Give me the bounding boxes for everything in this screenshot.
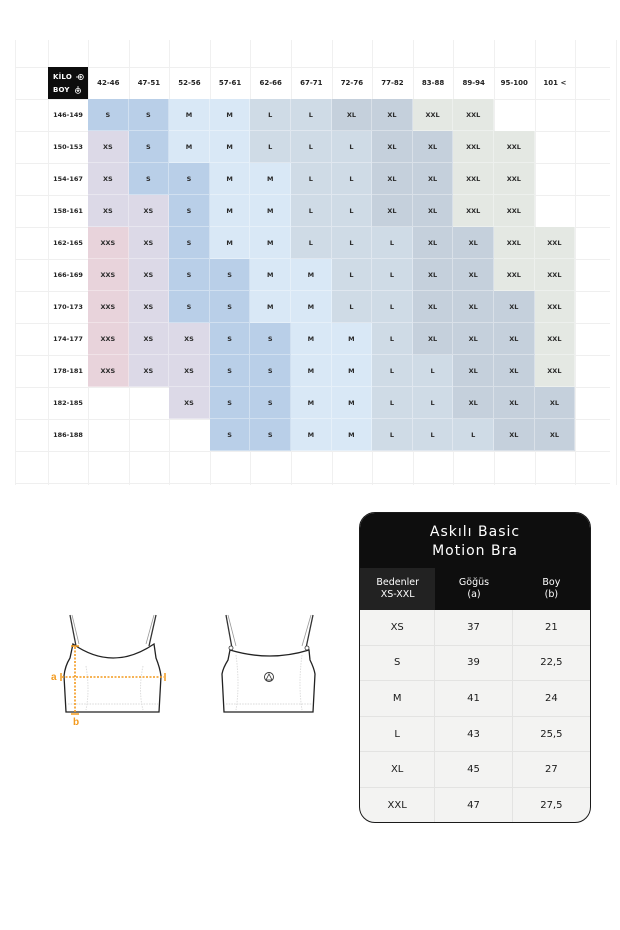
weight-range-header: 67-71	[300, 79, 323, 87]
size-cell: XS	[129, 355, 170, 387]
size-cell: XL	[372, 163, 413, 195]
size-cell: XL	[494, 387, 535, 419]
size-value: XL	[360, 752, 435, 787]
size-cell: L	[372, 291, 413, 323]
product-measurement-table	[359, 512, 591, 823]
size-cell: S	[210, 323, 251, 355]
size-cell: S	[210, 419, 251, 451]
size-cell: L	[332, 259, 373, 291]
size-value: XXL	[360, 788, 435, 823]
size-cell: S	[169, 259, 210, 291]
size-cell: XXL	[494, 227, 535, 259]
size-cell: XS	[169, 323, 210, 355]
size-cell: XS	[129, 195, 170, 227]
size-cell: M	[169, 131, 210, 163]
size-cell: M	[210, 99, 251, 131]
size-cell: L	[453, 419, 494, 451]
weight-range-header: 47-51	[137, 79, 161, 87]
chest-value: 39	[435, 646, 512, 681]
size-cell: L	[250, 99, 291, 131]
height-range-header: 170-173	[53, 303, 83, 311]
size-cell: M	[332, 419, 373, 451]
weight-range-header: 62-66	[259, 79, 282, 87]
length-value: 25,5	[540, 728, 563, 740]
size-cell: S	[129, 99, 170, 131]
size-cell: M	[250, 291, 291, 323]
size-cell: XL	[372, 131, 413, 163]
size-cell: XXL	[535, 227, 576, 259]
size-cell: XS	[129, 227, 170, 259]
size-cell: XL	[453, 291, 494, 323]
size-cell: XXL	[453, 195, 494, 227]
size-cell: XXL	[535, 323, 576, 355]
size-cell: M	[332, 323, 373, 355]
size-cell: XS	[169, 355, 210, 387]
chest-value: 37	[435, 610, 512, 645]
size-cell: XXL	[494, 259, 535, 291]
size-cell: S	[169, 291, 210, 323]
size-value: L	[360, 717, 435, 752]
table-row	[360, 717, 590, 753]
weight-label: KİLO	[53, 72, 72, 81]
size-cell: L	[332, 291, 373, 323]
label-b: b	[73, 717, 80, 728]
size-cell: XXS	[88, 259, 129, 291]
weight-range-header: 57-61	[218, 79, 242, 87]
table-row	[360, 646, 590, 682]
size-cell: XL	[413, 131, 454, 163]
table-row	[360, 752, 590, 788]
grid-line	[15, 483, 610, 484]
weight-range-header: 52-56	[178, 79, 201, 87]
size-cell: XL	[453, 387, 494, 419]
size-cell: XL	[413, 227, 454, 259]
size-value: XS	[360, 610, 435, 645]
product-table-columns	[360, 568, 590, 610]
size-cell: XS	[88, 163, 129, 195]
size-cell: L	[372, 419, 413, 451]
grid-line	[15, 451, 610, 452]
size-cell: L	[372, 323, 413, 355]
chest-value: 47	[435, 788, 512, 823]
size-cell: L	[332, 195, 373, 227]
size-cell: XXL	[535, 259, 576, 291]
size-cell: S	[88, 99, 129, 131]
size-cell: XXL	[535, 355, 576, 387]
size-cell: XXL	[453, 163, 494, 195]
weight-range-header: 101 <	[543, 79, 567, 87]
column-header-chest: Göğüs (a)	[458, 577, 490, 600]
size-cell: XXL	[453, 131, 494, 163]
size-cell: S	[250, 323, 291, 355]
size-cell: XXL	[535, 291, 576, 323]
label-a: a	[51, 672, 57, 683]
size-cell: XXL	[494, 163, 535, 195]
size-cell: XL	[413, 163, 454, 195]
arrow-down-circle-icon	[74, 86, 82, 94]
size-cell: L	[291, 99, 332, 131]
length-value: 27,5	[540, 800, 563, 812]
height-range-header: 178-181	[53, 367, 83, 375]
table-row	[360, 788, 590, 823]
size-cell: M	[291, 387, 332, 419]
size-cell: L	[291, 195, 332, 227]
size-cell: XXS	[88, 355, 129, 387]
size-cell: M	[210, 163, 251, 195]
weight-range-header: 72-76	[340, 79, 364, 87]
size-cell: XL	[413, 291, 454, 323]
height-range-header: 182-185	[53, 399, 83, 407]
table-row	[360, 681, 590, 717]
size-cell: M	[291, 259, 332, 291]
size-cell: M	[210, 227, 251, 259]
size-cell: L	[332, 163, 373, 195]
column-header-length: Boy (b)	[542, 577, 561, 600]
size-cell: L	[372, 387, 413, 419]
size-cell: L	[291, 131, 332, 163]
size-cell: M	[332, 355, 373, 387]
size-cell: XS	[88, 195, 129, 227]
size-cell: M	[250, 227, 291, 259]
height-range-header: 186-188	[53, 431, 83, 439]
size-cell: XS	[169, 387, 210, 419]
column-header-sizes: Bedenler XS-XXL	[360, 568, 435, 610]
height-range-header: 146-149	[53, 111, 83, 119]
size-cell: L	[332, 227, 373, 259]
size-cell: XXL	[453, 99, 494, 131]
height-range-header: 150-153	[53, 143, 83, 151]
chest-value: 43	[435, 717, 512, 752]
height-label: BOY	[53, 85, 70, 94]
size-cell: L	[372, 355, 413, 387]
product-table-header	[360, 513, 590, 610]
arrow-right-circle-icon	[76, 73, 84, 81]
size-cell: L	[413, 387, 454, 419]
weight-range-header: 95-100	[500, 79, 528, 87]
bra-back-diagram	[210, 610, 330, 730]
size-cell: S	[210, 355, 251, 387]
size-cell: XS	[88, 131, 129, 163]
size-cell: M	[250, 163, 291, 195]
size-cell: XL	[494, 355, 535, 387]
size-cell: S	[250, 419, 291, 451]
size-cell: XL	[535, 419, 576, 451]
size-cell: XXL	[494, 195, 535, 227]
size-cell: M	[169, 99, 210, 131]
chest-value: 41	[435, 681, 512, 716]
size-cell: L	[332, 131, 373, 163]
size-cell: XXS	[88, 323, 129, 355]
size-cell: XL	[372, 99, 413, 131]
size-cell: XS	[129, 323, 170, 355]
size-cell: S	[129, 131, 170, 163]
grid-line	[616, 40, 617, 485]
size-cell: XS	[129, 259, 170, 291]
size-cell: L	[372, 259, 413, 291]
bra-front-diagram	[48, 610, 178, 730]
size-cell: L	[372, 227, 413, 259]
size-cell: S	[169, 163, 210, 195]
size-cell: M	[291, 291, 332, 323]
size-cell: L	[413, 419, 454, 451]
size-cell: XL	[494, 291, 535, 323]
height-range-header: 174-177	[53, 335, 83, 343]
size-cell: XL	[535, 387, 576, 419]
height-range-header: 154-167	[53, 175, 83, 183]
weight-range-header: 42-46	[97, 79, 120, 87]
length-value: 24	[544, 692, 558, 704]
size-cell: XXS	[88, 291, 129, 323]
length-value: 22,5	[540, 657, 563, 669]
size-cell: M	[332, 387, 373, 419]
size-cell: XL	[413, 259, 454, 291]
size-cell: L	[291, 227, 332, 259]
size-cell: S	[169, 195, 210, 227]
size-cell: M	[210, 131, 251, 163]
size-cell: XL	[413, 195, 454, 227]
product-title: Askılı Basic Motion Bra	[429, 524, 521, 559]
size-cell: XL	[453, 227, 494, 259]
chart-corner-label	[48, 67, 88, 99]
size-cell: M	[250, 195, 291, 227]
size-cell: L	[291, 163, 332, 195]
weight-range-header: 77-82	[381, 79, 404, 87]
size-cell: XL	[494, 419, 535, 451]
size-cell: S	[210, 291, 251, 323]
size-cell: XL	[413, 323, 454, 355]
size-cell: S	[250, 355, 291, 387]
weight-range-header: 89-94	[462, 79, 485, 87]
height-range-header: 158-161	[53, 207, 83, 215]
table-row	[360, 610, 590, 646]
size-cell: XL	[453, 259, 494, 291]
size-value: S	[360, 646, 435, 681]
size-cell: L	[413, 355, 454, 387]
size-cell: M	[250, 259, 291, 291]
size-cell: S	[129, 163, 170, 195]
weight-range-header: 83-88	[421, 79, 445, 87]
size-cell: XL	[453, 355, 494, 387]
size-cell: XL	[453, 323, 494, 355]
height-range-header: 162-165	[53, 239, 83, 247]
size-cell: XL	[372, 195, 413, 227]
size-cell: S	[169, 227, 210, 259]
size-cell: M	[210, 195, 251, 227]
size-cell: M	[291, 323, 332, 355]
chest-value: 45	[435, 752, 512, 787]
garment-diagrams	[48, 610, 328, 730]
size-cell: XL	[332, 99, 373, 131]
size-cell: M	[291, 419, 332, 451]
size-value: M	[360, 681, 435, 716]
size-cell: XXL	[494, 131, 535, 163]
product-table-body	[360, 610, 590, 823]
size-cell: M	[291, 355, 332, 387]
length-value: 27	[544, 764, 558, 776]
size-cell: S	[250, 387, 291, 419]
length-value: 21	[544, 621, 558, 633]
size-cell: XXL	[413, 99, 454, 131]
size-cell: S	[210, 259, 251, 291]
size-cell: L	[250, 131, 291, 163]
size-cell: S	[210, 387, 251, 419]
height-range-header: 166-169	[53, 271, 83, 279]
size-cell: XS	[129, 291, 170, 323]
size-cell: XXS	[88, 227, 129, 259]
size-cell: XL	[494, 323, 535, 355]
